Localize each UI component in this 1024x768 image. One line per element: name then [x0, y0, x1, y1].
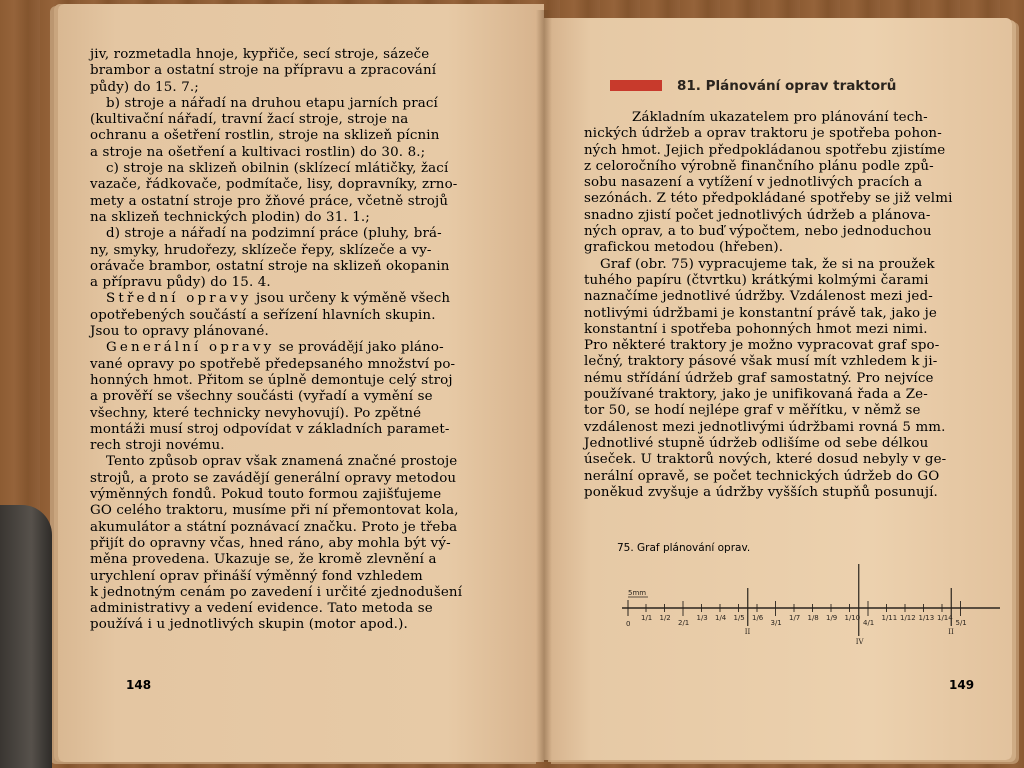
text-line	[90, 80, 500, 96]
text-line	[90, 422, 500, 438]
text-line	[90, 406, 500, 422]
graph-tick-label: 1/11	[881, 614, 898, 622]
graph-major-label: IV	[855, 638, 864, 646]
text-line	[90, 585, 500, 601]
line-text: b) stroje a nářadí na druhou etapu jarních prací	[106, 95, 438, 111]
graph-tick-label: 1/1	[641, 614, 653, 622]
line-text: k jednotným cenám po zavedení i určité zjednodušení	[90, 584, 463, 600]
line-text: akumulátor a státní poznávací značku. Proto je třeba	[90, 519, 458, 535]
line-text: nerální opravě, se počet technických údržeb do GO	[584, 468, 940, 484]
graph-tick-label: 1/13	[918, 614, 935, 622]
line-text: montáži musí stroj odpovídat v základních paramet-	[90, 421, 450, 437]
section-heading: 81. Plánování oprav traktorů	[677, 78, 897, 94]
line-text: Jednotlivé stupně údržeb odlišíme od sebe délkou	[584, 435, 929, 451]
line-text: jiv, rozmetadla hnoje, kypřiče, secí stroje, sázeče	[90, 47, 430, 62]
graph-tick-label: 1/12	[900, 614, 916, 622]
text-line	[90, 340, 500, 356]
line-text: jsou určeny k výměně všech	[251, 291, 451, 307]
line-text: tor 50, se hodí nejlépe graf v měřítku, v němž se	[584, 403, 921, 419]
text-line	[90, 47, 500, 63]
line-text: snadno zjistí počet jednotlivých údržeb a plánova-	[584, 207, 931, 223]
text-line	[584, 175, 964, 191]
text-line	[90, 161, 500, 177]
graph-tick-label: 1/8	[807, 614, 819, 622]
graph-tick-label: 1/5	[733, 614, 745, 622]
line-text: ochranu a ošetření rostlin, stroje na sklizeň pícnin	[90, 128, 440, 144]
line-text: rech stroji novému.	[90, 438, 225, 454]
maintenance-graph	[618, 560, 1003, 650]
line-text: GO celého traktoru, musíme při ní přemontovat kola,	[90, 503, 459, 519]
graph-tick-label: 1/9	[826, 614, 838, 622]
text-line	[584, 338, 964, 354]
line-text: Jsou to opravy plánované.	[90, 324, 269, 340]
text-line	[90, 552, 500, 568]
line-text: a prověří se všechny součásti (vyřadí a vymění se	[90, 389, 433, 405]
line-text: z celoročního výrobně finančního plánu podle způ-	[584, 158, 934, 174]
line-text: Základním ukazatelem pro plánování tech-	[632, 110, 928, 125]
text-line	[90, 128, 500, 144]
line-text: a stroje na ošetření a kultivaci rostlin) do 30. 8.;	[90, 144, 426, 160]
line-text: lečný, traktory pásové však musí mít vzhledem k ji-	[584, 354, 938, 370]
text-line	[584, 208, 964, 224]
graph-tick-label: 4/1	[863, 619, 875, 627]
text-line	[584, 354, 964, 370]
text-line	[584, 143, 964, 159]
line-text: c) stroje na sklizeň obilnin (sklízecí mlátičky, žací	[106, 161, 449, 177]
text-line	[90, 503, 500, 519]
text-line	[584, 371, 964, 387]
text-line	[90, 177, 500, 193]
graph-tick-label: 1/7	[789, 614, 801, 622]
book-gutter	[536, 10, 552, 762]
line-text: brambor a ostatní stroje na přípravu a zpracování	[90, 63, 437, 79]
text-line	[90, 487, 500, 503]
line-text: Graf (obr. 75) vypracujeme tak, že si na proužek	[600, 256, 935, 272]
graph-tick-label: 5/1	[955, 619, 967, 627]
line-text: používá i u jednotlivých skupin (motor apod.).	[90, 617, 408, 633]
line-text: sezónách. Z této předpokládané spotřeby se již velmi	[584, 191, 953, 207]
line-text: tuhého papíru (čtvrtku) krátkými kolmými čarami	[584, 272, 929, 288]
text-line	[584, 420, 964, 436]
text-line	[90, 520, 500, 536]
text-line	[90, 601, 500, 617]
book-clip	[0, 505, 52, 768]
text-line	[90, 275, 500, 291]
graph-tick-label: 2/1	[678, 619, 690, 627]
line-text: se provádějí jako pláno-	[274, 340, 444, 356]
graph-tick-label: 1/6	[752, 614, 764, 622]
text-line	[90, 617, 500, 633]
text-line	[90, 373, 500, 389]
text-line	[90, 243, 500, 259]
text-line	[90, 145, 500, 161]
line-text: orávače brambor, ostatní stroje na sklizeň okopanin	[90, 258, 450, 274]
text-line	[584, 224, 964, 240]
graph-tick-label: 3/1	[770, 619, 782, 627]
left-page-number: 148	[126, 678, 152, 692]
text-line	[90, 569, 500, 585]
text-line	[584, 436, 964, 452]
line-text: notlivými údržbami je konstantní právě tak, jako je	[584, 305, 937, 321]
line-text: grafickou metodou (hřeben).	[584, 240, 784, 256]
text-line	[584, 257, 964, 273]
line-text: půdy) do 15. 7.;	[90, 79, 199, 95]
text-line	[584, 469, 964, 485]
text-line	[90, 471, 500, 487]
line-text: používané traktory, jako je unifikovaná řada a Ze-	[584, 387, 928, 403]
line-text: ny, smyky, hrudořezy, sklízeče řepy, sklízeče a vy-	[90, 242, 432, 258]
figure-caption: 75. Graf plánování oprav.	[617, 542, 751, 554]
line-text: všechny, které technicky nevyhovují). Po zpětné	[90, 405, 422, 421]
graph-tick-label: 1/4	[715, 614, 727, 622]
text-line	[90, 308, 500, 324]
text-line	[90, 226, 500, 242]
graph-tick-label: 1/10	[844, 614, 861, 622]
text-line	[90, 536, 500, 552]
line-text: vané opravy po spotřebě předepsaného množství po-	[90, 356, 456, 372]
line-text: a přípravu půdy) do 15. 4.	[90, 275, 271, 291]
text-line	[90, 259, 500, 275]
line-text: vazače, řádkovače, podmítače, lisy, dopravníky, zrno-	[90, 177, 458, 193]
text-line	[90, 112, 500, 128]
text-line	[90, 210, 500, 226]
text-line	[584, 126, 964, 142]
line-text: mety a ostatní stroje pro žňové práce, včetně strojů	[90, 193, 449, 209]
line-text: nických údržeb a oprav traktoru je spotřeba pohon-	[584, 126, 942, 142]
text-line	[90, 324, 500, 340]
line-text: urychlení oprav přináší výměnný fond vzhledem	[90, 568, 423, 584]
text-line	[584, 191, 964, 207]
text-line	[584, 240, 964, 256]
text-line	[90, 454, 500, 470]
text-line	[90, 357, 500, 373]
line-text: (kultivační nářadí, travní žací stroje, stroje na	[90, 112, 409, 128]
line-text: ných hmot. Jejich předpokládanou spotřebu zjistíme	[584, 142, 946, 158]
text-line	[584, 289, 964, 305]
text-line	[90, 438, 500, 454]
right-page-number: 149	[949, 678, 975, 692]
text-line	[584, 322, 964, 338]
graph-tick-label: 1/14	[937, 614, 953, 622]
right-page-text	[584, 110, 964, 501]
text-line	[90, 389, 500, 405]
line-text: nému střídání údržeb graf samostatný. Pro nejvíce	[584, 370, 934, 386]
text-line	[584, 387, 964, 403]
graph-major-label: II	[948, 628, 954, 636]
line-text: měna provedena. Ukazuje se, že kromě zlevnění a	[90, 552, 437, 568]
text-line	[90, 291, 500, 307]
line-text: Pro některé traktory je možno vypracovat graf spo-	[584, 338, 940, 354]
text-line	[584, 273, 964, 289]
line-text: opotřebených součástí a seřízení hlavních skupin.	[90, 307, 436, 323]
text-line	[584, 403, 964, 419]
text-line	[90, 96, 500, 112]
line-text: strojů, a proto se zavádějí generální opravy metodou	[90, 470, 457, 486]
line-text: úseček. U traktorů nových, které dosud nebyly v ge-	[584, 452, 947, 468]
text-line	[584, 159, 964, 175]
line-text: sobu nasazení a vytížení v jednotlivých pracích a	[584, 175, 923, 191]
line-text: honných hmot. Přitom se úplně demontuje celý stroj	[90, 372, 453, 388]
left-page-text	[90, 47, 500, 634]
line-text: na sklizeň technických plodin) do 31. 1.;	[90, 209, 370, 225]
text-line	[584, 452, 964, 468]
line-text: výměnných fondů. Pokud touto formou zajišťujeme	[90, 487, 442, 503]
spaced-term: Střední opravy	[106, 291, 252, 307]
line-text: ných oprav, a to buď výpočtem, nebo jednoduchou	[584, 224, 932, 240]
line-text: přijít do opravny včas, hned ráno, aby mohla být vý-	[90, 535, 451, 551]
graph-origin-label: 0	[626, 620, 631, 628]
line-text: vzdálenost mezi jednotlivými údržbami rovná 5 mm.	[584, 419, 946, 435]
text-line	[90, 63, 500, 79]
section-marker	[610, 80, 662, 91]
text-line	[90, 194, 500, 210]
graph-tick-label: 1/3	[696, 614, 708, 622]
line-text: administrativy a vedení evidence. Tato metoda se	[90, 601, 433, 617]
line-text: poněkud zvyšuje a údržby vyšších stupňů posunují.	[584, 484, 938, 500]
spaced-term: Generální opravy	[106, 340, 275, 356]
graph-major-label: II	[744, 628, 751, 636]
text-line	[584, 306, 964, 322]
graph-tick-label: 1/2	[659, 614, 671, 622]
line-text: naznačíme jednotlivé údržby. Vzdálenost mezi jed-	[584, 289, 933, 305]
graph-scale-label: 5mm	[628, 589, 647, 597]
text-line	[584, 485, 964, 501]
line-text: d) stroje a nářadí na podzimní práce (pluhy, brá-	[106, 226, 442, 242]
line-text: konstantní i spotřeba pohonných hmot mezi nimi.	[584, 321, 928, 337]
text-line	[584, 110, 964, 126]
line-text: Tento způsob oprav však znamená značné prostoje	[106, 454, 458, 470]
